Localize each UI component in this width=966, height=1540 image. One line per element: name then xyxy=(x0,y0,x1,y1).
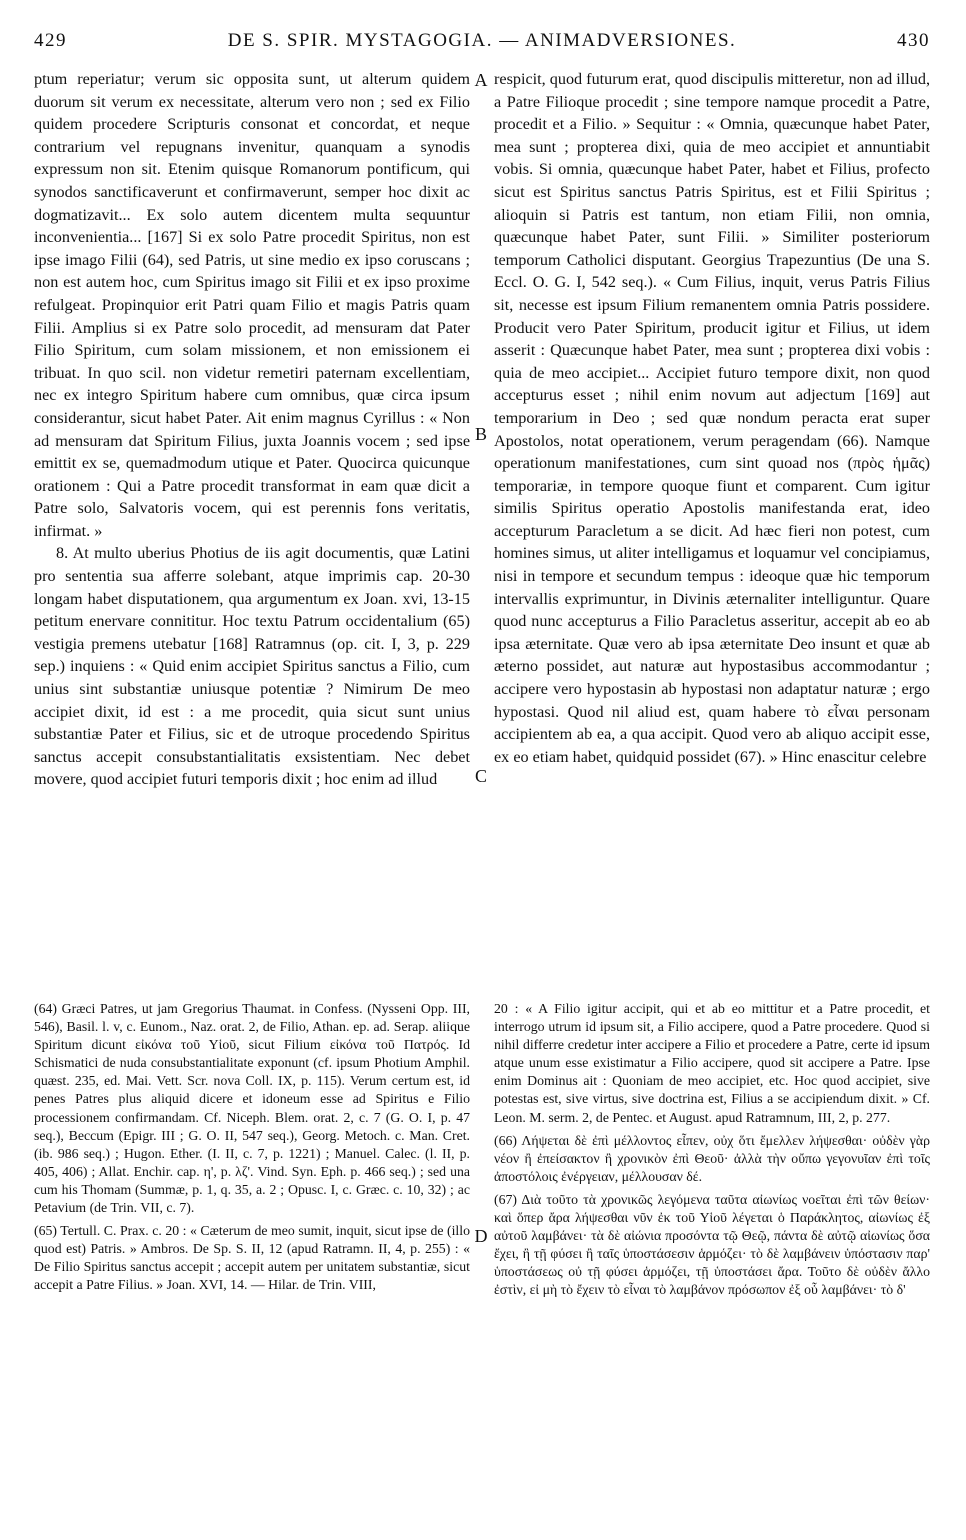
left-column xyxy=(34,68,470,791)
right-paragraph-1: respicit, quod futurum erat, quod discipulis mitteretur, non ad illud, a Patre Filioque procedit ; sine tempore namque procedit a Patre, procedit et a Filio. » Sequitur : « Omnia, quæcunque habet Pater, mea sunt ; propterea dixi, quia de meo accipiet et annuntiabit vobis. Si omnia, quæcunque habet Pater, habet et Filius, profecto sicut est Spiritus sanctus Patris Spiritus, est et Filii Spiritus ; alioquin si Patris est tantum, non etiam Filii, non omnia, quæcunque habet Pater, sunt Filii. » Similiter posteriorum temporum Catholici disputant. Georgius Trapezuntius (De una S. Eccl. O. G. I, 542 seq.). « Cum Filius, inquit, verus Patris Filius sit, necesse est ipsum Filium remanentem omnia Patris possidere. Producit vero Pater Spiritum, producit igitur et Filius, ut idem asserit : Quæcunque habet Pater, mea sunt ; propterea dixi vobis : quia de meo accipiet... Accipiet futuro tempore dixit, non quod accepturus esset ; nihil enim novum aut adjectum [169] aut temporarium in Deo ; sed quæ nondum peracta erat super Apostolos, notat operationem, verum peragendam (66). Namque operationum manifestationes, cum sint quoad nos (πρὸς ἡμᾶς) temporariæ, in tempore quoque fiunt et comparent. Cum igitur similis Spiritus operatio Apostolis manifestanda erat, ideo accepturum Paracletum a se dicit. Ad hæc fieri non potest, cum homines simus, ut aliter intelligamus et loquamur vel concipiamus, nisi in tempore et secundum tempus : ideoque quæ hic temporum intervallis exprimuntur, in Divinis æternaliter intelliguntur. Quare quod nunc accepturus a Filio Paracletus asseritur, accepit ab eo ab ipsa æternitate. Quæ vero ab ipsa æternitate Deo insunt et quæ ab æterno possidet, aut naturæ aut hypostasibus accommodantur ; accipere vero hypostasin ab hypostasi non adaptatur naturæ ; ergo hypostasi. Quod nil aliud est, quam habere τὸ εἶναι personam accipientem ab ea, a qua accipit. Quod vero ab aliquo accipit esse, ex eo etiam habet, quidquid possidet (67). » Hinc enascitur celebre xyxy=(494,70,930,766)
footnote-65-continued: 20 : « A Filio igitur accipit, qui et ab eo mittitur et a Patre procedit, et interrogo utrum id ipsum sit, a Filio accipere, quod a Patre procedere. Quod si nihil differre credetur inter accipere a Filio et procedere a Patre, certe id ipsum atque unum esse existimatur a Filio accipere, quod sit accipere a Patre. Ipse enim Dominus ait : Quoniam de meo accipiet, etc. Hoc quod accipiet, sive potestas est, sive virtus, sive doctrina est, Filius a se accipiendum dixit. » Cf. Leon. M. serm. 2, de Pentec. et August. apud Ratramnum, III, 2, p. 277. xyxy=(494,1001,930,1125)
running-title: DE S. SPIR. MYSTAGOGIA. — ANIMADVERSIONES. xyxy=(227,30,737,51)
left-paragraph-2: 8. At multo uberius Photius de iis agit documentis, quæ Latini pro sententia sua afferre solebant, atque imprimis cap. 20-30 longam habet disputationem, qua argumentum ex Joan. xvi, 13-15 petitum enervare connititur. Hoc textu Patrum occidentalium (65) vestigia premens utebatur [168] Ratramnus (op. cit. I, 3, p. 229 sep.) inquiens : « Quid enim accipiet Spiritus sanctus a Filio, cum unius sint substantiæ uniusque potentiæ ? Nimirum De meo accipiet dixit, id est : a me procedit, quia sicut sunt unius substantiæ Pater et Filius, sic et de utroque procedendo Spiritus sanctus accepit consubstantialitatis exsistentiam. Nec debet movere, quod accipiet futuri temporis dixit ; hoc enim ad illud xyxy=(34,544,470,789)
margin-letter-a: A xyxy=(474,70,488,90)
footnote-66: (66) Λήψεται δὲ ἐπὶ μέλλοντος εἶπεν, οὐχ ὅτι ἔμελλεν λήψεσθαι· οὐδὲν γὰρ νέον ἢ ἐπείσακτον ἢ χρονικὸν ἐπὶ Θεοῦ· ἀλλὰ τὴν οὔπω γεγονυῖαν ἐπὶ τοῖς ἀποστόλοις ἐνέργειαν, μέλλουσαν δέ. xyxy=(494,1132,930,1184)
left-paragraph-1: ptum reperiatur; verum sic opposita sunt, ut alterum quidem duorum sit verum ex necessitate, alterum vero non ; sed ex Filio quidem procedere Scripturis consonat et concordat, et neque contrarium vel repugnans invenitur, quanquam a synodis expressum non sit. Etenim quisque Romanorum pontificum, qui synodos sanctificaverunt et confirmaverunt, semper hoc dixit ac dogmatizavit... Ex solo autem dicentem multa sequuntur inconvenientia... [167] Si ex solo Patre procedit Spiritus, non est ipse imago Filii (64), sed Patris, ut sine medio ex ipso coruscans ; non est autem hoc, cum Spiritus imago sit Filii et ex ipso proxime refulgeat. Propinquior erit Patri quam Filio et magis Patris quam Filii. Amplius si ex Patre solo procedit, ad mensuram dat Pater Filio Spiritum, cum solam missionem, et non emissionem ei tribuat. In quo scil. non videtur remetiri paternam excellentiam, nec ex integro Spiritum habere cum omnibus, quæ circa ipsum considerantur, sicut habet Pater. Ait enim magnus Cyrillus : « Non ad mensuram dat Spiritum Filius, juxta Joannis vocem ; sed ipse emittit ex se, quemadmodum utique et Pater. Quocirca quicunque orationem : Qui a Patre procedit transformat in eam quæ dicit a Patre solo, Salvatoris vocem, qui est perennis fons veritatis, infirmat. » xyxy=(34,70,470,540)
margin-letter-c: C xyxy=(474,766,487,786)
running-header xyxy=(34,30,930,62)
right-footnotes xyxy=(494,1000,930,1305)
footnote-64: (64) Græci Patres, ut jam Gregorius Thaumat. in Confess. (Nysseni Opp. III, 546), Basil. l. v, c. Eunom., Naz. orat. 2, de Filio, Athan. ep. ad. Serap. aliique Spiritum dicunt εἰκόνα τοῦ Υἱοῦ, sicut Filium εἰκόνα τοῦ Πατρός. Id Schismatici de nuda consubstantialitate exponunt (cf. ipsum Photium Amphil. quæst. 235, ed. Mai. Vett. Scr. nova Coll. IX, p. 115). Verum certum est, id penes Patres plus aliquid dicere et idoneum esse ad Spiritus e Filio processionem confirmandam. Cf. Niceph. Blem. orat. 2, c. 7 (G. O. I, p. 47 seq.), Beccum (Epigr. III ; G. O. II, 547 seq.), Georg. Metoch. c. Man. Cret. (ib. 986 seq.) ; Hugon. Ether. (I. II, c. 7, p. 1221) ; Manuel. Calec. (l. II, p. 405, 406) ; Allat. Enchir. cap. η', p. λζ'. Vind. Syn. Eph. p. 466 seq.) ; sed una cum his Thomam (Summæ, p. 1, q. 35, a. 2 ; Opusc. I, c. Græc. c. 10, 32) ; ac Petavium (de Trin. VII, c. 7). xyxy=(34,1001,470,1216)
margin-letter-b: B xyxy=(474,424,487,444)
left-footnotes xyxy=(34,1000,470,1300)
margin-letter-d: D xyxy=(474,1226,488,1246)
page-number-left: 429 xyxy=(34,30,67,51)
page-number-right: 430 xyxy=(897,30,930,51)
right-column xyxy=(494,68,930,768)
footnote-67: (67) Διὰ τοῦτο τὰ χρονικῶς λεγόμενα ταῦτα αἰωνίως νοεῖται ἐπὶ τῶν θείων· καὶ ὅπερ ἄρα λήψεσθαι νῦν ἐκ τοῦ Υἱοῦ λέγεται ὁ Παράκλητος, αἰωνίως ἐξ αὐτοῦ λαμβάνει· τὰ δὲ αἰώνια προσόντα τῷ Θεῷ, πάντα δὲ αὐτῷ αἰωνίως ὅσα ἔχει, ἢ τῇ φύσει ἢ ταῖς ὑποστάσεσιν ἁρμόζει· τὸ δὲ λαμβάνειν ὑπόστασιν παρ' ὑποστάσεως οὐ τῇ φύσει ἁρμόζει, τῇ ὑποστάσει ἄρα. Τοῦτο δὲ οὐδὲν ἄλλο ἐστὶν, εἰ μὴ τὸ ἔχειν τὸ εἶναι τὸ λαμβάνον πρόσωπον ἐξ οὗ λαμβάνει· τὸ δ' xyxy=(494,1191,930,1298)
footnote-65: (65) Tertull. C. Prax. c. 20 : « Cæterum de meo sumit, inquit, sicut ipse de (illo quod est) Patris. » Ambros. De Sp. S. II, 12 (apud Ratramn. II, 4, p. 255) : « De Filio Spiritus sanctus accepit ; accepit autem per unitatem substantiæ, sicut accepit a Patre Filius. » Joan. XVI, 14. — Hilar. de Trin. VIII, xyxy=(34,1223,470,1293)
